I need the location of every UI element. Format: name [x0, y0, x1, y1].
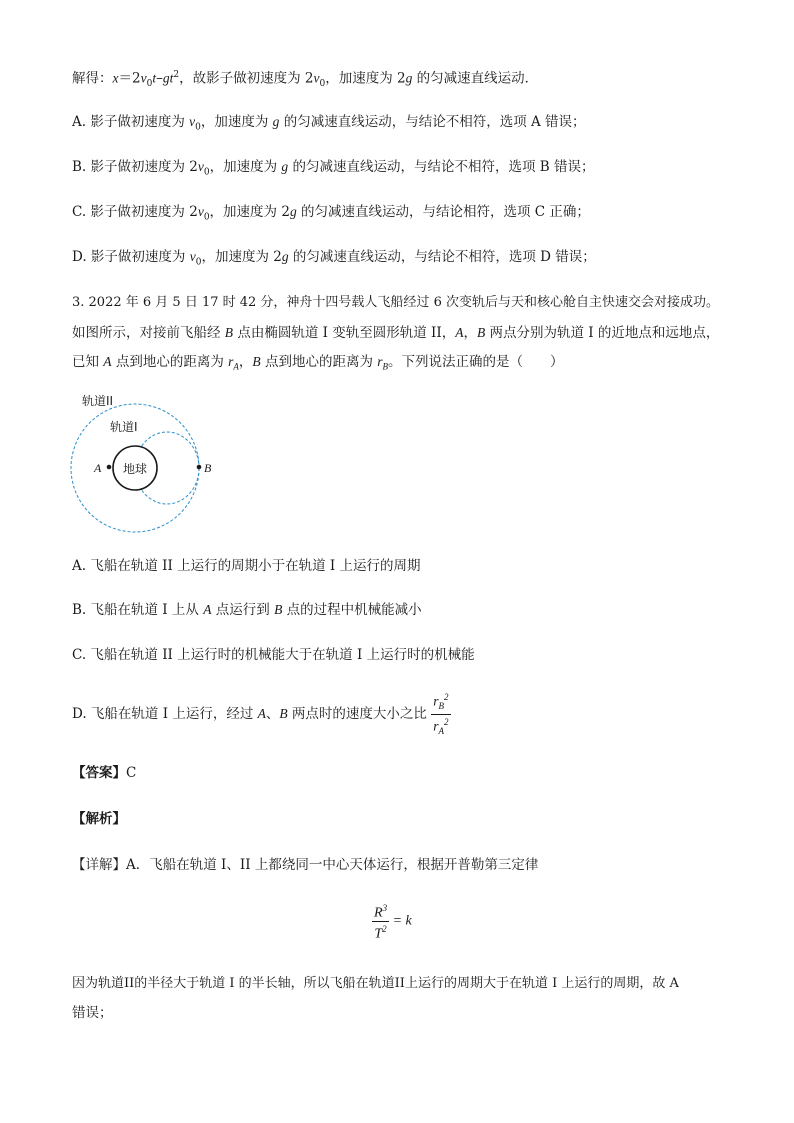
- prev-option-text: B. 影子做初速度为 2: [72, 159, 198, 175]
- detail-text: 【详解】A．飞船在轨道 I、II 上都绕同一中心天体运行，根据开普勒第三定律: [72, 857, 539, 873]
- prev-option-text: C. 影子做初速度为 2: [72, 204, 198, 220]
- question-line-2: [72, 324, 719, 342]
- prev-option-c: [72, 203, 590, 227]
- question-text: 点到地心的距离为: [111, 354, 229, 370]
- point-a-ref: A: [257, 706, 266, 722]
- prev-option-text: 的匀减速直线运动，与结论不相符，选项 A 错误；: [279, 114, 586, 130]
- r-b: r: [377, 354, 383, 369]
- question-text: 点到地心的距离为: [260, 354, 378, 370]
- prev-option-text: 的匀减速直线运动，与结论相符，选项 C 正确；: [296, 204, 590, 220]
- kepler-formula: [372, 901, 412, 941]
- kepler-numerator: [372, 901, 389, 922]
- prev-option-v: v: [189, 114, 196, 129]
- answer-line: [72, 764, 136, 782]
- prev-option-v: v: [189, 249, 196, 264]
- eq-v: v: [140, 70, 147, 86]
- solution-text2: ，加速度为 2: [325, 70, 406, 87]
- analysis-label-text: 【解析】: [72, 811, 126, 827]
- point-b-label: B: [204, 461, 212, 475]
- analysis-label: [72, 810, 126, 828]
- point-b-ref: B: [274, 602, 283, 617]
- eq-equals: ＝: [118, 70, 132, 87]
- kepler-r: R: [374, 905, 383, 921]
- orbit-2-label: 轨道II: [82, 394, 114, 408]
- prev-option-g: g: [281, 249, 289, 264]
- option-text: 两点时的速度大小之比: [287, 706, 432, 723]
- question-line-1: 3. 2022 年 6 月 5 日 17 时 42 分，神舟十四号载人飞船经过 6 次变轨后与天和核心舱自主快速交会对接成功。: [72, 295, 719, 310]
- prev-option-a: [72, 113, 586, 137]
- option-text: 、: [265, 706, 280, 723]
- question-text: 已知: [72, 354, 104, 370]
- r-a-sub: A: [233, 361, 239, 372]
- fraction-denominator: [431, 715, 450, 739]
- frac-den-r: r: [433, 718, 439, 734]
- kepler-t-sup: 2: [382, 923, 387, 934]
- prev-option-b: [72, 158, 594, 182]
- prev-option-v: v: [197, 159, 204, 174]
- eq-t: t: [152, 70, 157, 86]
- velocity-ratio-fraction: [431, 690, 450, 739]
- prev-option-v-sub: 0: [203, 167, 210, 178]
- orbit-diagram: [70, 388, 230, 534]
- question-text: 点由椭圆轨道 I 变轨至圆形轨道 II，: [233, 325, 456, 341]
- question-text: 两点分别为轨道 I 的近地点和远地点，: [485, 325, 720, 341]
- prev-option-text: ，加速度为: [209, 159, 282, 175]
- solution-intro: [72, 66, 538, 93]
- point-b-ref: B: [224, 325, 234, 340]
- point-b-ref: B: [279, 706, 288, 722]
- detail-line-1: [72, 856, 538, 874]
- earth-label: 地球: [122, 462, 148, 476]
- eq-v-sub: 0: [146, 79, 153, 90]
- eq-t2-sup: 2: [173, 70, 180, 80]
- solution-text3: 的匀减速直线运动．: [412, 70, 539, 87]
- point-b-dot: [197, 465, 202, 470]
- eq-minus: –: [156, 70, 163, 87]
- r-a: r: [228, 354, 234, 369]
- prev-option-text: ，加速度为: [200, 114, 273, 130]
- point-a-ref: A: [203, 602, 212, 617]
- answer-value: C: [126, 765, 137, 781]
- solution-text1: ，故影子做初速度为 2: [179, 70, 314, 87]
- prev-option-text: 的匀减速直线运动，与结论不相符，选项 B 错误；: [288, 159, 595, 175]
- point-b-ref: B: [252, 354, 261, 369]
- question-line-3: [72, 353, 564, 376]
- option-text: D. 飞船在轨道 I 上运行，经过: [72, 706, 258, 723]
- option-a: A. 飞船在轨道 II 上运行的周期小于在轨道 I 上运行的周期: [72, 558, 421, 574]
- answer-label: 【答案】: [72, 765, 126, 781]
- eq-t2: t: [169, 70, 174, 86]
- option-text: B. 飞船在轨道 I 上从: [72, 602, 204, 618]
- solution-g: g: [405, 70, 413, 86]
- prev-option-v: v: [197, 204, 204, 219]
- option-text: 点的过程中机械能减小: [282, 602, 422, 618]
- point-a-ref: A: [455, 325, 464, 340]
- frac-num-r: r: [433, 693, 439, 709]
- prev-option-v-sub: 0: [195, 122, 201, 133]
- option-text: 点运行到: [211, 602, 275, 618]
- frac-den-sub: A: [438, 726, 444, 737]
- option-c: C. 飞船在轨道 II 上运行时的机械能大于在轨道 I 上运行时的机械能: [72, 647, 475, 663]
- kepler-t: T: [374, 926, 383, 942]
- detail-line-2: 因为轨道II的半径大于轨道 I 的半长轴，所以飞船在轨道II上运行的周期大于在轨道 I 上运行的周期，故 A: [72, 976, 679, 991]
- question-text: 。下列说法正确的是（ ）: [388, 354, 564, 370]
- prev-option-d: [72, 248, 596, 272]
- kepler-denominator: [372, 922, 389, 942]
- question-text: 如图所示，对接前飞船经: [72, 325, 225, 341]
- point-a-ref: A: [103, 354, 112, 369]
- prev-option-text: A. 影子做初速度为: [72, 114, 190, 130]
- kepler-fraction: [372, 901, 389, 941]
- prev-option-g: g: [289, 204, 297, 219]
- r-b-sub: B: [382, 361, 389, 372]
- prev-option-v-sub: 0: [203, 212, 210, 223]
- prev-option-g: g: [272, 114, 280, 129]
- question-text: ，: [238, 354, 253, 370]
- point-b-ref: B: [476, 325, 486, 340]
- point-a-label: A: [94, 461, 102, 475]
- solution-v: v: [313, 70, 320, 86]
- detail-line-3: 错误；: [72, 1005, 113, 1021]
- kepler-r-sup: 3: [382, 903, 388, 913]
- solution-v-sub: 0: [319, 79, 326, 90]
- option-b: [72, 601, 422, 619]
- prev-option-text: ，加速度为 2: [209, 204, 290, 220]
- frac-num-sup: 2: [444, 692, 449, 702]
- frac-den-sup: 2: [444, 717, 449, 728]
- question-text: ，: [463, 325, 477, 341]
- prev-option-text: D. 影子做初速度为: [72, 249, 190, 265]
- prev-option-text: ，加速度为 2: [201, 249, 282, 265]
- eq-x: x: [112, 70, 119, 86]
- kepler-rhs: = k: [389, 913, 412, 929]
- prev-option-g: g: [281, 159, 289, 174]
- frac-num-sub: B: [438, 701, 444, 712]
- eq-g: g: [162, 70, 170, 86]
- option-d: [72, 690, 451, 739]
- prev-option-text: 的匀减速直线运动，与结论不相符，选项 D 错误；: [288, 249, 596, 265]
- point-a-dot: [107, 465, 112, 470]
- orbit-1-label: 轨道I: [110, 420, 138, 434]
- solution-prefix: 解得：: [72, 70, 113, 87]
- prev-option-v-sub: 0: [195, 257, 202, 268]
- fraction-numerator: [431, 690, 450, 715]
- eq-2: 2: [132, 70, 141, 87]
